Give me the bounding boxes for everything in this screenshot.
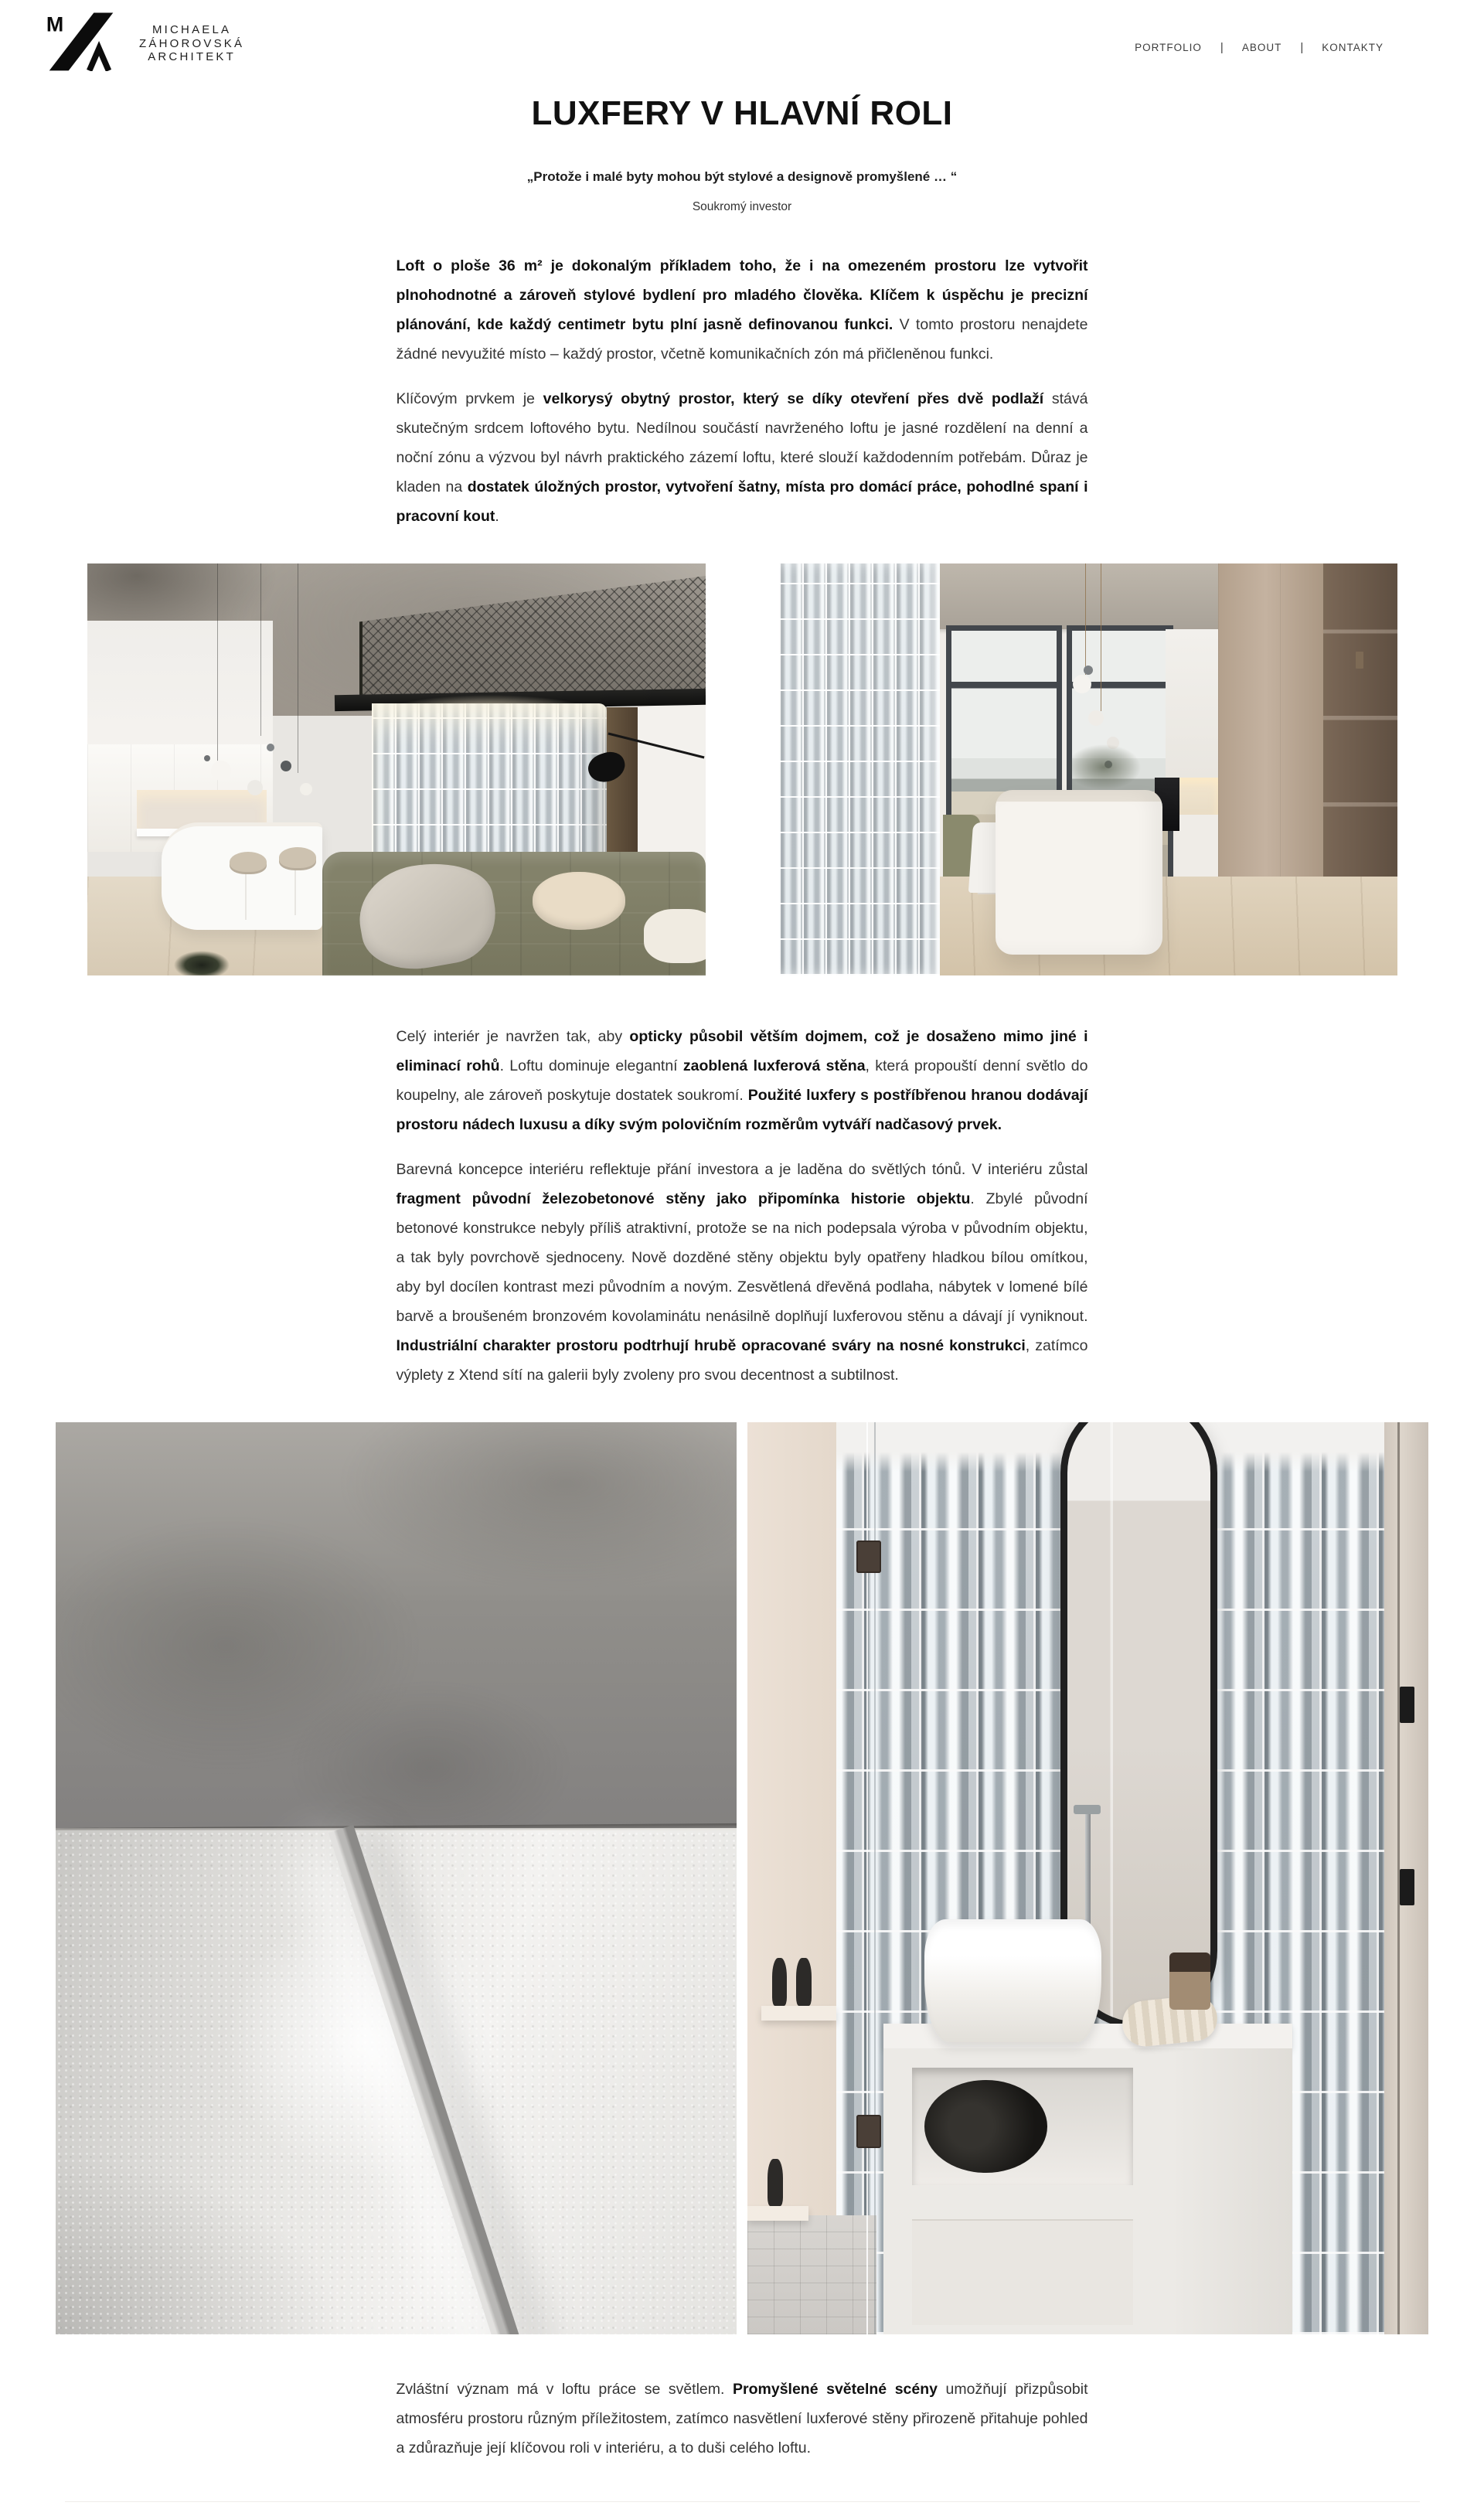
nav-item-kontakty[interactable]: KONTAKTY <box>1322 42 1384 53</box>
nav-item-portfolio[interactable]: PORTFOLIO <box>1135 42 1202 53</box>
door-hinge <box>1400 1687 1414 1723</box>
site-header <box>0 0 1484 71</box>
wall-shelf <box>761 2006 836 2021</box>
vanity-cabinet <box>883 2024 1292 2334</box>
kitchen-island <box>162 822 322 929</box>
soap-bottle <box>772 1958 787 2005</box>
kitchen-island <box>996 790 1162 955</box>
round-washbasin <box>924 1919 1101 2042</box>
brand-name-line2: ZÁHOROVSKÁ <box>139 36 245 50</box>
pendant-cord <box>260 563 261 737</box>
vase-foliage <box>1067 744 1141 790</box>
pendant-lights <box>211 761 231 781</box>
plant <box>174 951 230 975</box>
paragraph-3: Celý interiér je navržen tak, aby opticky působil větším dojmem, což je dosaženo mimo jiné i eliminací rohů. Loftu dominuje elegantní zaoblená luxferová stěna, která propouští denní světlo do koupelny, ale zároveň poskytuje dostatek soukromí. Použité luxfery s postříbřenou hranou dodávají prostoru nádech luxusu a díky svým polovičním rozměrům vytváří nadčasový prvek. <box>396 1027 1088 1133</box>
pendant-cord <box>217 563 218 761</box>
logo-link[interactable] <box>45 11 244 71</box>
brand-name-line3: ARCHITEKT <box>148 50 236 63</box>
glass-block-wall <box>779 563 940 975</box>
soap-bottle <box>796 1958 811 2005</box>
bar-stool <box>230 852 267 873</box>
logo-monogram-icon <box>45 11 119 71</box>
quote-attribution: Soukromý investor <box>692 199 792 213</box>
stool-leg <box>294 866 296 915</box>
bar-stool <box>279 847 316 868</box>
faucet-handle <box>1074 1805 1101 1814</box>
pendant-lights <box>1073 675 1091 693</box>
soap-bottle <box>768 2159 782 2206</box>
faucet <box>1085 1810 1091 1928</box>
vanity-drawer <box>912 2219 1132 2324</box>
white-wall <box>87 621 273 753</box>
project-article <box>0 94 1484 2463</box>
white-pillow <box>644 909 706 962</box>
paragraph-4: Barevná koncepce interiéru reflektuje přání investora a je laděna do světlých tónů. V interiéru zůstal fragment původní železobetonové stěny jako připomínka historie objektu. Zbylé původní betonové konstrukce nebyly příliš atraktivní, protože se na nich podepsala výroba v původním objektu, a tak byly povrchově sjednoceny. Nově dozděné stěny objektu byly opatřeny hladkou bílou omítkou, aby byl docílen kontrast mezi původním a novým. Zesvětlená dřevěná podlaha, nábytek v lomené bílé barvě a broušeném bronzovém kovolaminátu nenásilně doplňují luxferovou stěnu a dávají jí vyniknout. Industriální charakter prostoru podtrhují hrubě opracované sváry na nosné konstrukci, zatímco výplety z Xtend sítí na galerii byly zvoleny pro svou decentnost a subtilnost. <box>396 1160 1088 1384</box>
logo-letter-m: M <box>46 12 64 36</box>
nav-item-about[interactable]: ABOUT <box>1241 42 1282 53</box>
door-hinge <box>1400 1869 1414 1905</box>
gallery-row-1 <box>0 563 1484 975</box>
photo-kitchen <box>779 563 1397 975</box>
gallery-row-2 <box>0 1422 1484 2334</box>
wall-shelf <box>747 2206 808 2221</box>
fur-pillow <box>533 872 625 930</box>
pendant-cord <box>1085 563 1087 675</box>
brand-name-line1: MICHAELA <box>151 23 232 36</box>
nav-separator: | <box>1300 41 1304 54</box>
stool-leg <box>245 870 247 920</box>
paragraph-2: Klíčovým prvkem je velkorysý obytný prostor, který se díky otevření přes dvě podlaží stává skutečným srdcem loftového bytu. Nedílnou součástí navrženého loftu je jasné rozdělení na denní a noční zónu a výzvou byl návrh praktického zázemí loftu, které slouží každodenním potřebám. Důraz je kladen na dostatek úložných prostor, vytvoření šatny, místa pro domácí práce, pohodlné spaní i pracovní kout. <box>396 390 1088 525</box>
upper-cabinets <box>1166 629 1218 778</box>
shower-hinge <box>856 2115 881 2147</box>
page-bottom-spacer <box>0 2502 1484 2516</box>
main-nav <box>1116 42 1402 53</box>
project-quote: „Protože i malé byty mohou být stylové a designově promyšlené … “ <box>526 169 958 184</box>
nav-separator: | <box>1220 41 1224 54</box>
shower-hinge <box>856 1541 881 1573</box>
page-title: LUXFERY V HLAVNÍ ROLI <box>531 94 953 132</box>
beige-wall <box>747 1422 836 2334</box>
pendant-cord <box>1101 563 1102 712</box>
paragraph-1: Loft o ploše 36 m² je dokonalým příkladem toho, že i na omezeném prostoru lze vytvořit plnohodnotné a zároveň stylové bydlení pro mladého člověka. Klíčem k úspěchu je precizní plánování, kde každý centimetr bytu plní jasně definovanou funkci. V tomto prostoru nenajdete žádné nevyužité místo – každý prostor, včetně komunikačních zón má přičleněnou funkci. <box>396 257 1088 363</box>
logo-letter-a-icon <box>90 49 109 71</box>
black-towel-roll <box>924 2080 1047 2173</box>
paragraph-5: Zvláštní význam má v loftu práce se světlem. Promyšlené světelné scény umožňují přizpůsobit atmosféru prostoru různým příležitostem, zatímco nasvětlení luxferové stěny přirozeně přitahuje pohled a zdůrazňuje její klíčovou roli v interiéru, a to duši celého loftu. <box>396 2380 1088 2456</box>
tile-floor <box>747 2215 876 2334</box>
photo-bathroom <box>747 1422 1428 2334</box>
concrete-wall <box>56 1422 737 1828</box>
photo-living-room <box>87 563 706 975</box>
photo-light-detail <box>56 1422 737 2334</box>
cosmetic-jar <box>1169 1953 1210 2009</box>
brand-name <box>139 23 244 64</box>
